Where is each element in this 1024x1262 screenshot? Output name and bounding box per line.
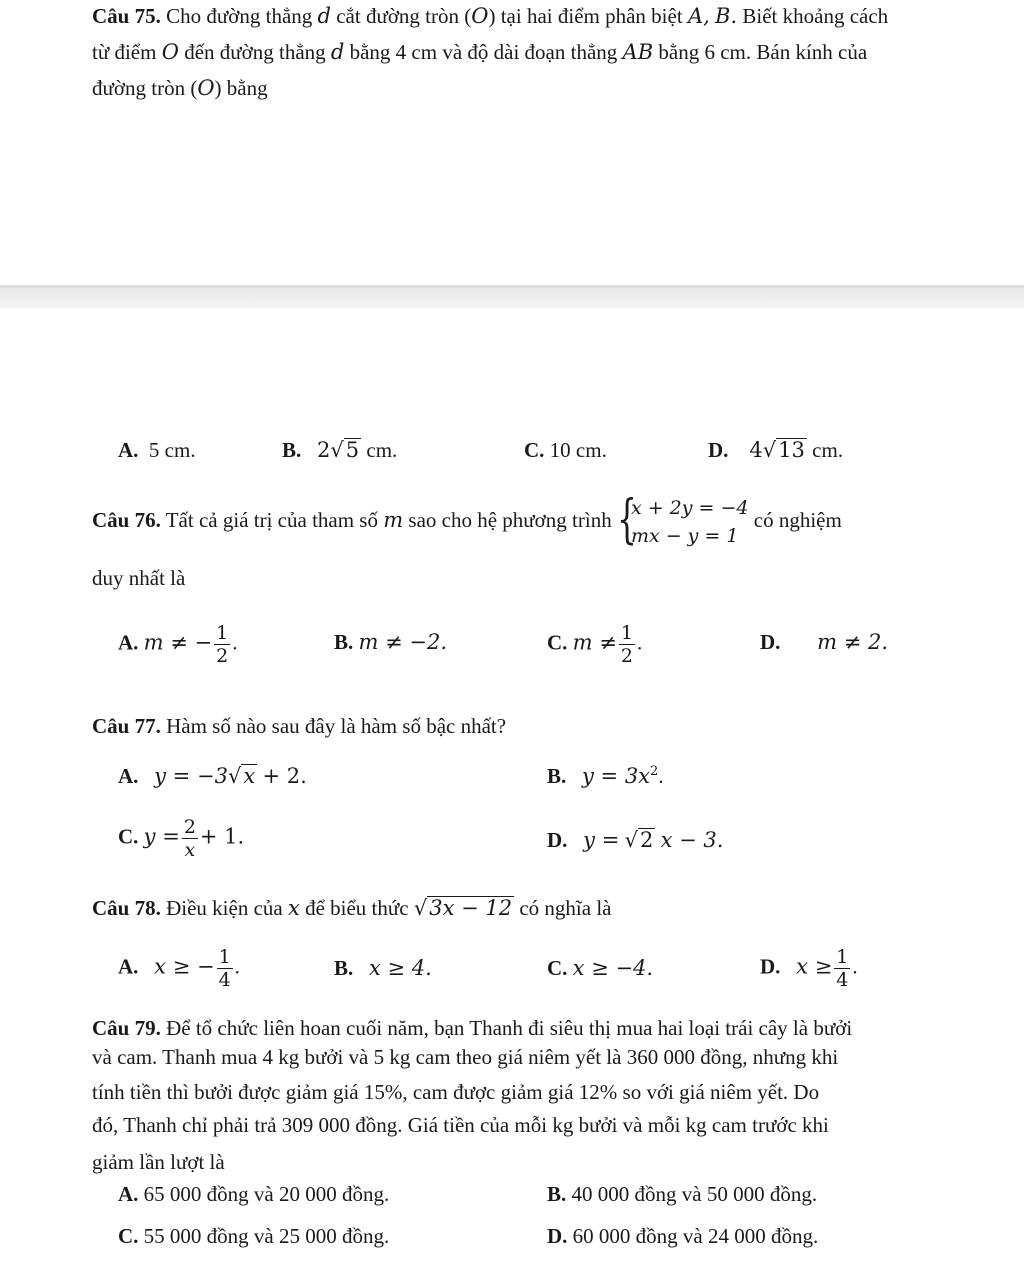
fraction-numerator: 1	[216, 622, 229, 644]
question-79-line-1	[92, 1016, 852, 1041]
fraction-numerator: 1	[218, 946, 231, 968]
q77-option-a-tail: + 2.	[262, 764, 307, 788]
q75-var-o3: O	[197, 76, 215, 100]
fraction-denominator: 4	[836, 969, 849, 991]
q77-option-a-sqrt: √x	[227, 764, 256, 788]
fraction-denominator: 2	[620, 645, 633, 667]
question-75-text	[92, 0, 902, 106]
q76-option-b-label: B.	[334, 630, 354, 654]
fraction-numerator: 1	[836, 946, 849, 968]
q77-option-b-value: y = 3x	[582, 764, 651, 788]
fraction-numerator: 2	[183, 816, 196, 838]
q75-option-d-radicand: 13	[778, 438, 805, 462]
q76-text-line-2: duy nhất là	[92, 566, 186, 590]
q78-option-b-value: x ≥ 4.	[369, 956, 432, 980]
q75-option-c-value: 10 cm.	[549, 438, 607, 462]
q77-option-b-tail: .	[658, 764, 664, 788]
q77-option-c-label: C.	[118, 824, 139, 849]
q77-text: Hàm số nào sau đây là hàm số bậc nhất?	[166, 714, 507, 738]
q76-text-3: có nghiệm	[753, 507, 842, 532]
q77-option-c	[118, 816, 244, 861]
q75-option-d-coef: 4	[749, 438, 763, 462]
q77-option-a-label: A.	[118, 764, 139, 788]
question-79-label: Câu 79.	[92, 1016, 161, 1040]
q79-text-3: tính tiền thì bưởi được giảm giá 15%, cam được giảm giá 12% so với giá niêm yết. Do	[92, 1080, 820, 1104]
q79-text-1: Để tổ chức liên hoan cuối năm, bạn Thanh đi siêu thị mua hai loại trái cây là bưởi	[166, 1016, 853, 1040]
q76-option-c-lhs: m ≠	[572, 630, 617, 655]
q77-option-d-label: D.	[547, 828, 568, 852]
fraction-numerator: 1	[620, 622, 633, 644]
q76-text-1: Tất cả giá trị của tham số	[165, 507, 378, 532]
q78-option-d-label: D.	[760, 954, 781, 979]
q79-option-c-label: C.	[118, 1224, 139, 1248]
q75-option-d	[708, 438, 843, 463]
q79-option-d-value: 60 000 đồng và 24 000 đồng.	[572, 1224, 819, 1248]
question-76-label: Câu 76.	[92, 507, 161, 532]
q75-option-b-unit: cm.	[366, 438, 398, 462]
q76-option-b-value: m ≠ −2.	[358, 630, 448, 654]
q76-option-c-fraction	[619, 622, 635, 667]
q75-var-a: A,	[687, 4, 710, 28]
q75-option-c	[524, 438, 607, 463]
q76-option-a-lhs: m ≠ −	[143, 630, 213, 655]
q75-text-7: bằng 6 cm. Bán kính của đường tròn (	[92, 40, 868, 100]
q76-equation-system	[616, 490, 749, 550]
q75-option-b-coef: 2	[317, 438, 331, 462]
q75-option-d-label: D.	[708, 438, 729, 462]
q79-option-d	[547, 1224, 818, 1249]
q77-option-b-exponent: 2	[650, 764, 659, 779]
q78-text-3: có nghĩa là	[519, 896, 612, 920]
q75-text-4: Biết khoảng cách từ điểm	[92, 4, 889, 64]
question-76-text	[92, 490, 842, 550]
q77-option-b-label: B.	[547, 764, 567, 788]
q78-radicand: 3x − 12	[429, 896, 513, 920]
q75-var-o: O	[471, 4, 489, 28]
q77-option-d-sqrt: √2	[624, 828, 654, 852]
q79-option-a-label: A.	[118, 1182, 139, 1206]
q77-option-c-fraction	[182, 816, 198, 861]
q77-option-a-lhs: y = −3	[154, 764, 228, 788]
q79-text-2: và cam. Thanh mua 4 kg bưởi và 5 kg cam theo giá niêm yết là 360 000 đồng, nhưng khi	[92, 1045, 839, 1069]
q76-equation-2: mx − y = 1	[630, 525, 739, 547]
q78-option-d	[760, 946, 858, 991]
fraction-denominator: 2	[216, 645, 229, 667]
q75-var-d2: d	[330, 40, 345, 64]
q78-option-c	[547, 956, 653, 981]
q75-var-b: B.	[715, 4, 738, 28]
q77-option-d-lhs: y =	[583, 828, 620, 852]
q79-option-b-label: B.	[547, 1182, 567, 1206]
q76-option-d-label: D.	[760, 630, 781, 654]
q77-option-a	[118, 764, 307, 789]
q78-var-x: x	[287, 896, 300, 920]
q79-option-b-value: 40 000 đồng và 50 000 đồng.	[571, 1182, 818, 1206]
q78-option-a-lhs: x ≥ −	[154, 954, 215, 979]
q76-option-d-value: m ≠ 2.	[817, 630, 889, 654]
q75-option-b-radicand: 5	[345, 438, 360, 462]
q76-equation-1: x + 2y = −4	[630, 497, 749, 519]
q78-text-2: để biểu thức	[305, 896, 409, 920]
q78-option-c-value: x ≥ −4.	[572, 956, 654, 980]
question-78-text	[92, 896, 612, 921]
q75-var-ab: AB	[622, 40, 654, 64]
q78-option-d-fraction	[834, 946, 850, 991]
q77-option-d-tail: x − 3.	[660, 828, 724, 852]
q75-var-o2: O	[161, 40, 179, 64]
q77-option-c-tail: + 1.	[199, 824, 245, 849]
q78-option-a-fraction	[217, 946, 233, 991]
q76-option-a-fraction	[214, 622, 230, 667]
q79-option-d-label: D.	[547, 1224, 568, 1248]
q78-text-1: Điều kiện của	[166, 896, 283, 920]
q76-option-c	[547, 622, 642, 667]
q75-text-6: bằng 4 cm và độ dài đoạn thẳng	[349, 40, 618, 64]
q79-text-5: giảm lần lượt là	[92, 1150, 225, 1174]
q78-option-b-label: B.	[334, 956, 354, 980]
q77-option-d-radicand: 2	[639, 828, 654, 852]
q76-option-c-tail: .	[636, 630, 643, 655]
q79-option-c-value: 55 000 đồng và 25 000 đồng.	[143, 1224, 390, 1248]
q78-option-a	[118, 946, 240, 991]
question-77-label: Câu 77.	[92, 714, 161, 738]
q75-option-d-sqrt: √13	[762, 438, 805, 462]
q78-option-c-label: C.	[547, 956, 568, 980]
q76-option-b	[334, 630, 447, 655]
q75-option-c-label: C.	[524, 438, 545, 462]
q76-text-2: sao cho hệ phương trình	[408, 507, 612, 532]
q75-text-3: ) tại hai điểm phân biệt	[488, 4, 683, 28]
q75-text-2: cắt đường tròn (	[336, 4, 472, 28]
q75-option-b-label: B.	[282, 438, 302, 462]
q76-option-a-tail: .	[232, 630, 238, 655]
q75-var-d: d	[317, 4, 331, 28]
fraction-denominator: x	[182, 838, 198, 861]
q75-option-b-sqrt: √5	[330, 438, 360, 462]
q76-option-d	[760, 630, 888, 655]
page-break	[0, 288, 1024, 308]
question-77-text	[92, 714, 506, 739]
q75-option-a-value: 5 cm.	[148, 438, 196, 462]
q75-text-5: đến đường thẳng	[184, 40, 326, 64]
q77-option-a-radicand: x	[243, 764, 256, 788]
q76-var-m: m	[383, 507, 404, 532]
q79-option-b	[547, 1182, 817, 1207]
q77-option-c-lhs: y =	[143, 824, 180, 849]
q78-option-a-label: A.	[118, 954, 139, 979]
q78-option-d-lhs: x ≥	[796, 954, 833, 979]
q79-option-a	[118, 1182, 389, 1207]
q78-option-d-tail: .	[852, 954, 858, 979]
q75-text-8: ) bằng	[214, 76, 268, 100]
system-brace: {	[616, 490, 637, 550]
q75-option-a	[118, 438, 196, 463]
q76-option-a	[118, 622, 237, 667]
q76-option-c-label: C.	[547, 630, 568, 655]
q78-sqrt: √3x − 12	[413, 896, 513, 920]
q78-option-b	[334, 956, 432, 981]
question-75-label: Câu 75.	[92, 4, 161, 28]
q77-option-b	[547, 764, 664, 789]
q79-option-c	[118, 1224, 389, 1249]
q79-option-a-value: 65 000 đồng và 20 000 đồng.	[143, 1182, 390, 1206]
q77-option-d	[547, 828, 723, 853]
q75-option-b	[282, 438, 397, 463]
q75-option-d-unit: cm.	[812, 438, 844, 462]
fraction-denominator: 4	[218, 969, 231, 991]
question-78-label: Câu 78.	[92, 896, 161, 920]
q78-option-a-tail: .	[234, 954, 240, 979]
q76-option-a-label: A.	[118, 630, 139, 655]
q75-text-1: Cho đường thẳng	[166, 4, 313, 28]
q79-text-4: đó, Thanh chỉ phải trả 309 000 đồng. Giá tiền của mỗi kg bưởi và mỗi kg cam trước khi	[92, 1113, 829, 1137]
q75-option-a-label: A.	[118, 438, 139, 462]
